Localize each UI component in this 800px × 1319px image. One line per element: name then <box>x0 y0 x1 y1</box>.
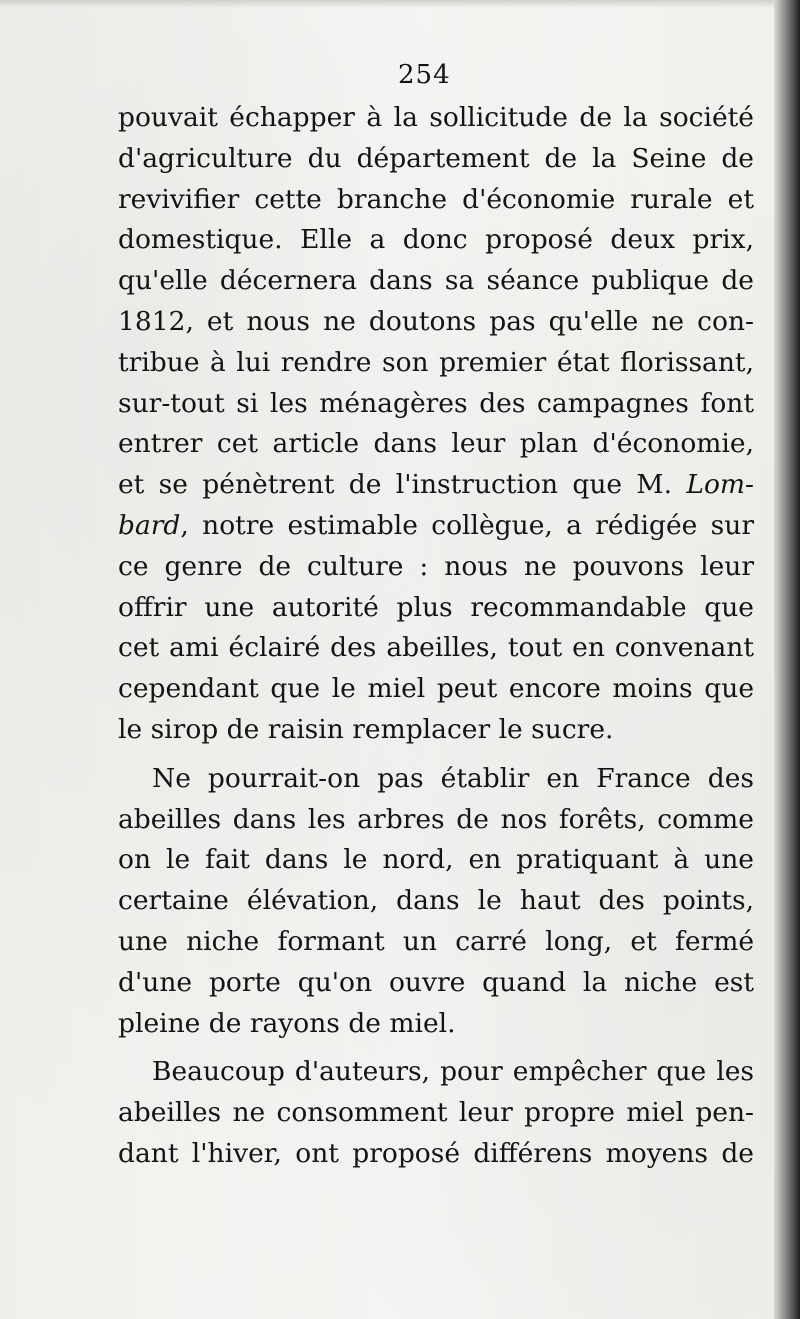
body-text <box>118 98 754 1175</box>
text-line: une niche formant un carré long, et fermé <box>118 925 754 957</box>
text-line: offrir une autorité plus recommandable que <box>118 591 754 623</box>
text-line: sur-tout si les ménagères des campagnes font <box>118 387 754 419</box>
text-line: certaine élévation, dans le haut des points, <box>118 885 754 917</box>
paragraph <box>118 759 754 1045</box>
paragraph-gap <box>118 751 754 759</box>
text-line: le sirop de raisin remplacer le sucre. <box>118 713 614 745</box>
page-number: 254 <box>398 60 451 90</box>
text-line: domestique. Elle a donc proposé deux prix, <box>118 224 754 256</box>
author-name-italic: Lom- <box>686 469 754 501</box>
text-line: abeilles ne consomment leur propre miel pen- <box>118 1097 754 1129</box>
page-top-shadow <box>0 0 800 8</box>
page-binding-shadow <box>774 0 800 1319</box>
text-line: revivifier cette branche d'économie rurale et <box>118 183 754 215</box>
paragraph-gap <box>118 1044 754 1052</box>
text-line: d'une porte qu'on ouvre quand la niche est <box>118 966 754 998</box>
text-line: ce genre de culture : nous ne pouvons leur <box>118 550 754 582</box>
text-segment: et se pénètrent de l'instruction que M. <box>118 469 672 501</box>
text-line: Beaucoup d'auteurs, pour empêcher que les <box>152 1056 754 1088</box>
text-line <box>118 465 754 506</box>
paragraph <box>118 1052 754 1174</box>
text-line: on le fait dans le nord, en pratiquant à une <box>118 844 754 876</box>
text-line: tribue à lui rendre son premier état florissant, <box>118 346 754 378</box>
text-line: pouvait échapper à la sollicitude de la société <box>118 102 754 133</box>
text-line: 1812, et nous ne doutons pas qu'elle ne con- <box>118 305 754 337</box>
text-line: qu'elle décernera dans sa séance publique de <box>118 265 754 297</box>
paragraph <box>118 98 754 751</box>
text-line: cependant que le miel peut encore moins que <box>118 673 754 705</box>
text-line: d'agriculture du département de la Seine de <box>118 142 754 174</box>
text-line: pleine de rayons de miel. <box>118 1007 456 1039</box>
text-segment: , notre estimable collègue, a rédigée sur <box>180 509 754 541</box>
text-line <box>118 506 754 547</box>
text-line: entrer cet article dans leur plan d'économie, <box>118 428 754 460</box>
text-line: abeilles dans les arbres de nos forêts, comme <box>118 803 754 835</box>
text-line: dant l'hiver, ont proposé différens moyens de <box>118 1137 754 1169</box>
text-line: Ne pourrait-on pas établir en France des <box>152 762 754 794</box>
author-name-italic: bard <box>118 509 181 541</box>
text-line: cet ami éclairé des abeilles, tout en convenant <box>118 632 754 664</box>
